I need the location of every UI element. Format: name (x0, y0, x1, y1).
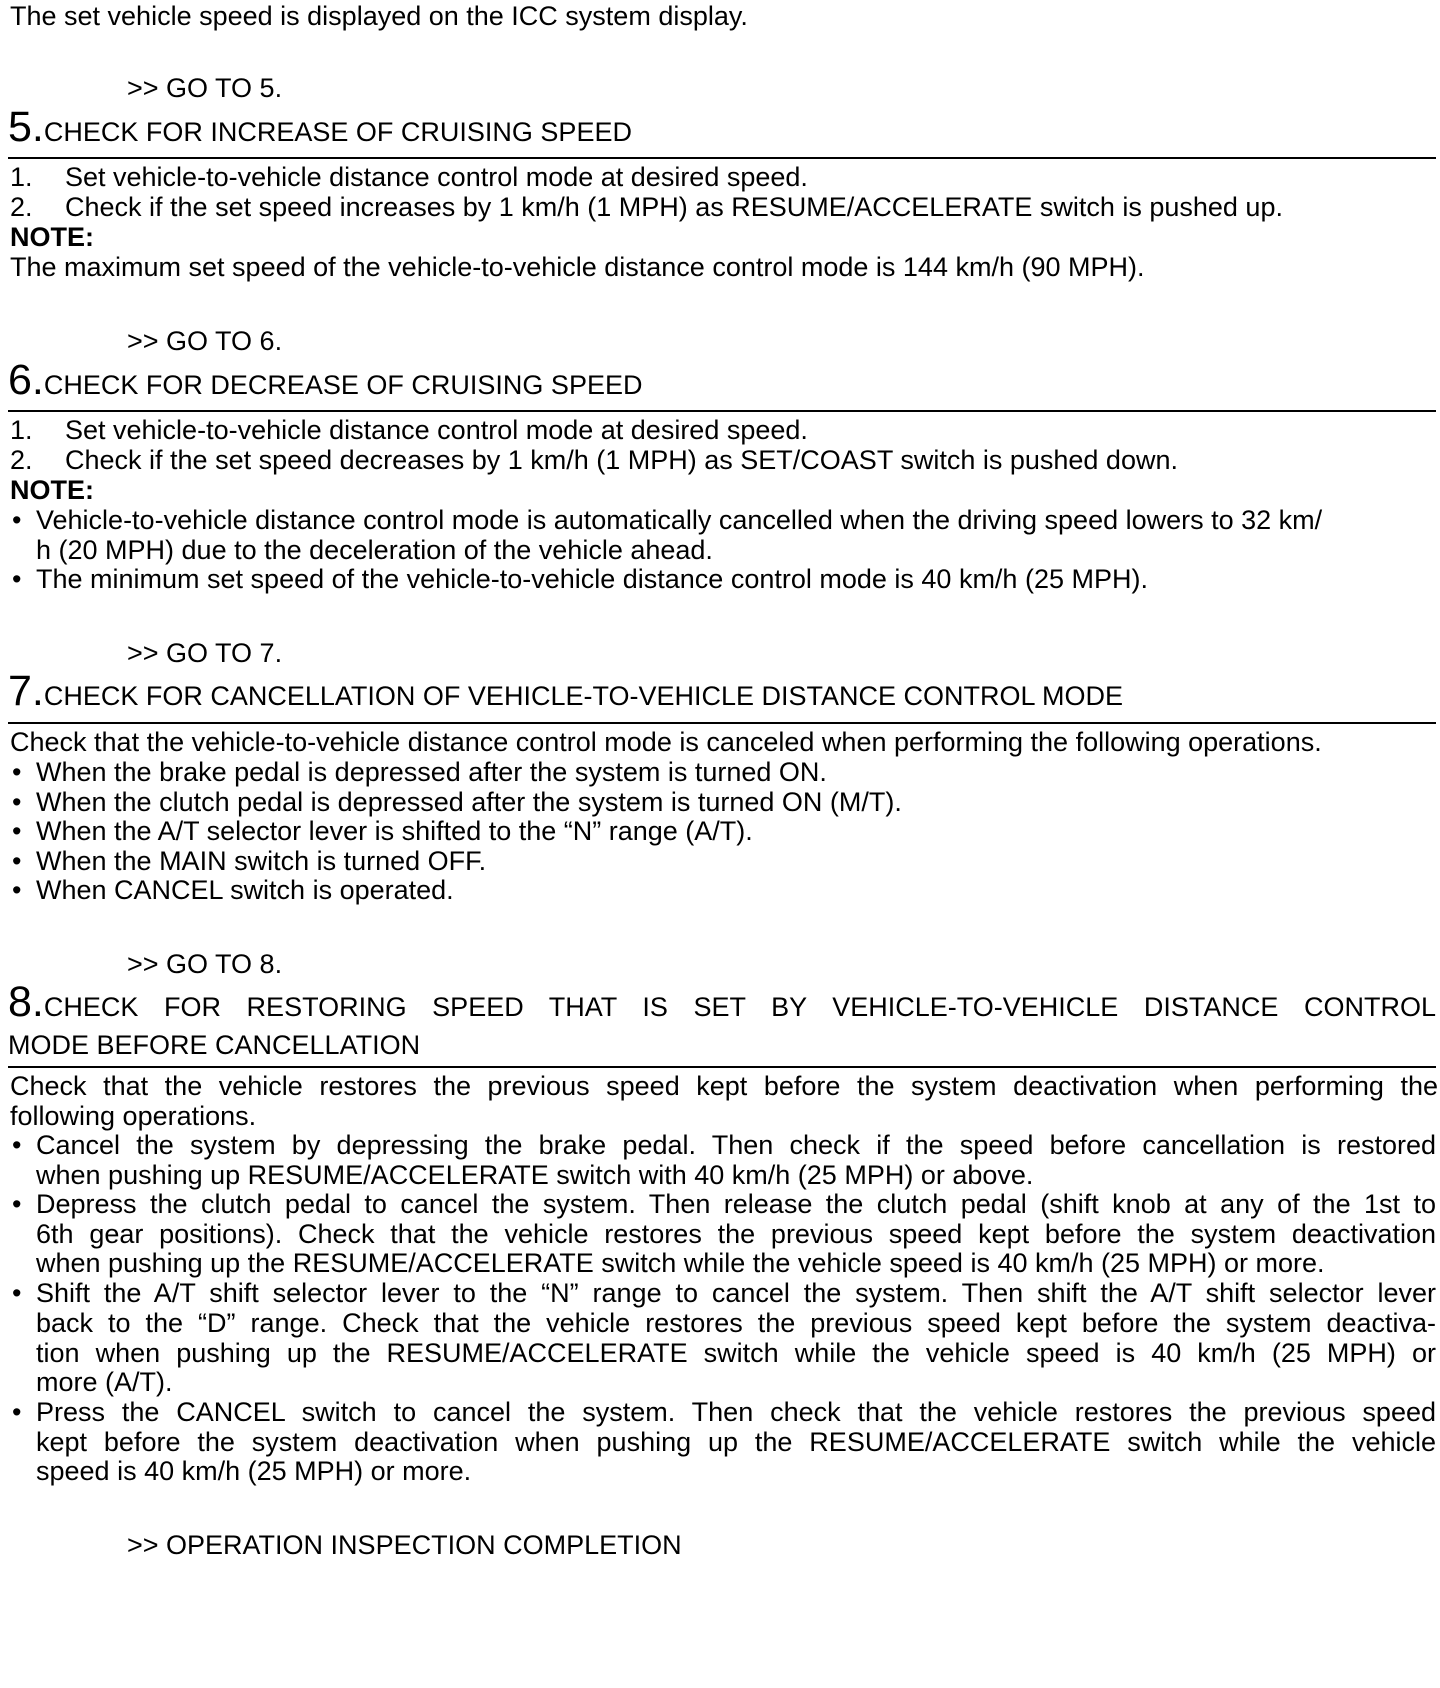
bullet-icon: • (12, 1130, 22, 1160)
section-6-title: CHECK FOR DECREASE OF CRUISING SPEED (43, 370, 643, 400)
s6-step-2 (10, 444, 1178, 476)
section-8-heading (8, 979, 1436, 1030)
operation-inspection-completion: >> OPERATION INSPECTION COMPLETION (127, 1530, 682, 1560)
section-8-title-line-1: CHECK FOR RESTORING SPEED THAT IS SET BY VEHICLE-TO-VEHICLE DISTANCE CONTROL (43, 992, 1436, 1022)
section-7-number: 7. (8, 667, 44, 715)
s5-note-label: NOTE: (10, 222, 94, 252)
s7-bullet-1 (10, 756, 827, 788)
bullet-icon: • (12, 757, 22, 787)
s7-lead: Check that the vehicle-to-vehicle distance control mode is canceled when performing the following operations. (10, 727, 1322, 757)
bullet-icon: • (12, 1278, 22, 1308)
section-5-title: CHECK FOR INCREASE OF CRUISING SPEED (43, 117, 632, 147)
s5-step-1 (10, 161, 808, 193)
s6-note-label: NOTE: (10, 475, 94, 505)
section-6-rule (8, 410, 1436, 412)
s5-note-text: The maximum set speed of the vehicle-to-vehicle distance control mode is 144 km/h (90 MPH). (10, 252, 1145, 282)
s8-lead-1: Check that the vehicle restores the previous speed kept before the system deactivation when performing the (10, 1071, 1438, 1101)
s8-bullet-3-line-4: more (A/T). (36, 1367, 173, 1397)
section-8-number: 8. (8, 978, 44, 1026)
step-number: 1. (10, 415, 33, 445)
bullet-text: When the A/T selector lever is shifted to the “N” range (A/T). (36, 816, 753, 846)
s6-bullet-2 (10, 563, 1148, 595)
goto-7: >> GO TO 7. (127, 638, 283, 668)
section-7-rule (8, 722, 1436, 724)
step-number: 2. (10, 192, 33, 222)
s7-bullet-5 (10, 874, 454, 906)
bullet-text: When the MAIN switch is turned OFF. (36, 846, 487, 876)
bullet-icon: • (12, 505, 22, 535)
section-8-rule (8, 1066, 1436, 1068)
s8-bullet-1-line-2: when pushing up RESUME/ACCELERATE switch with 40 km/h (25 MPH) or above. (36, 1160, 1034, 1190)
bullet-icon: • (12, 816, 22, 846)
section-6-number: 6. (8, 356, 44, 404)
goto-8: >> GO TO 8. (127, 949, 283, 979)
step-number: 2. (10, 445, 33, 475)
section-5-rule (8, 157, 1436, 159)
bullet-icon: • (12, 875, 22, 905)
goto-6: >> GO TO 6. (127, 326, 283, 356)
step-number: 1. (10, 162, 33, 192)
s8-bullet-4-icon (10, 1396, 36, 1428)
s8-bullet-2-icon (10, 1188, 36, 1220)
bullet-text: When CANCEL switch is operated. (36, 875, 454, 905)
s8-bullet-3-line-3: tion when pushing up the RESUME/ACCELERATE switch while the vehicle speed is 40 km/h (25 MPH) or (36, 1338, 1436, 1368)
s7-bullet-4 (10, 845, 486, 877)
bullet-icon: • (12, 846, 22, 876)
bullet-text: The minimum set speed of the vehicle-to-vehicle distance control mode is 40 km/h (25 MPH). (36, 564, 1148, 594)
intro-text: The set vehicle speed is displayed on the ICC system display. (10, 1, 748, 31)
bullet-icon: • (12, 1397, 22, 1427)
s5-step-2 (10, 191, 1283, 223)
bullet-text: When the clutch pedal is depressed after the system is turned ON (M/T). (36, 787, 902, 817)
s8-bullet-4-line-2: kept before the system deactivation when pushing up the RESUME/ACCELERATE switch while the vehicle (36, 1427, 1436, 1457)
section-8-title-line-2: MODE BEFORE CANCELLATION (8, 1030, 421, 1060)
s8-bullet-4-line-1: Press the CANCEL switch to cancel the system. Then check that the vehicle restores the previous speed (36, 1397, 1436, 1427)
step-text: Check if the set speed increases by 1 km/h (1 MPH) as RESUME/ACCELERATE switch is pushed up. (65, 192, 1283, 222)
s6-step-1 (10, 414, 808, 446)
section-7-heading (8, 668, 1123, 719)
s7-bullet-3 (10, 815, 753, 847)
s8-bullet-2-line-1: Depress the clutch pedal to cancel the system. Then release the clutch pedal (shift knob at any of the 1st to (36, 1189, 1436, 1219)
s6-bullet-1-cont: h (20 MPH) due to the deceleration of the vehicle ahead. (36, 535, 713, 565)
s6-bullet-1 (10, 504, 1322, 536)
bullet-text: Vehicle-to-vehicle distance control mode is automatically cancelled when the driving speed lowers to 32 km/ (36, 505, 1323, 535)
step-text: Set vehicle-to-vehicle distance control mode at desired speed. (65, 162, 808, 192)
step-text: Set vehicle-to-vehicle distance control mode at desired speed. (65, 415, 808, 445)
section-5-number: 5. (8, 103, 44, 151)
step-text: Check if the set speed decreases by 1 km/h (1 MPH) as SET/COAST switch is pushed down. (65, 445, 1178, 475)
bullet-icon: • (12, 564, 22, 594)
bullet-text: When the brake pedal is depressed after the system is turned ON. (36, 757, 827, 787)
section-5-heading (8, 104, 632, 155)
bullet-icon: • (12, 1189, 22, 1219)
section-6-heading (8, 357, 642, 408)
s7-bullet-2 (10, 786, 902, 818)
s8-bullet-1-icon (10, 1129, 36, 1161)
s8-lead-2: following operations. (10, 1101, 257, 1131)
section-7-title: CHECK FOR CANCELLATION OF VEHICLE-TO-VEHICLE DISTANCE CONTROL MODE (43, 681, 1124, 711)
s8-bullet-3-line-2: back to the “D” range. Check that the vehicle restores the previous speed kept before the system deactiva- (36, 1308, 1436, 1338)
s8-bullet-3-line-1: Shift the A/T shift selector lever to the “N” range to cancel the system. Then shift the A/T shift selector lever (36, 1278, 1436, 1308)
s8-bullet-2-line-3: when pushing up the RESUME/ACCELERATE switch while the vehicle speed is 40 km/h (25 MPH) or more. (36, 1248, 1325, 1278)
s8-bullet-4-line-3: speed is 40 km/h (25 MPH) or more. (36, 1456, 472, 1486)
bullet-icon: • (12, 787, 22, 817)
goto-5: >> GO TO 5. (127, 73, 283, 103)
s8-bullet-1-line-1: Cancel the system by depressing the brake pedal. Then check if the speed before cancellation is restored (36, 1130, 1436, 1160)
s8-bullet-2-line-2: 6th gear positions). Check that the vehicle restores the previous speed kept before the system deactivation (36, 1219, 1436, 1249)
s8-bullet-3-icon (10, 1277, 36, 1309)
